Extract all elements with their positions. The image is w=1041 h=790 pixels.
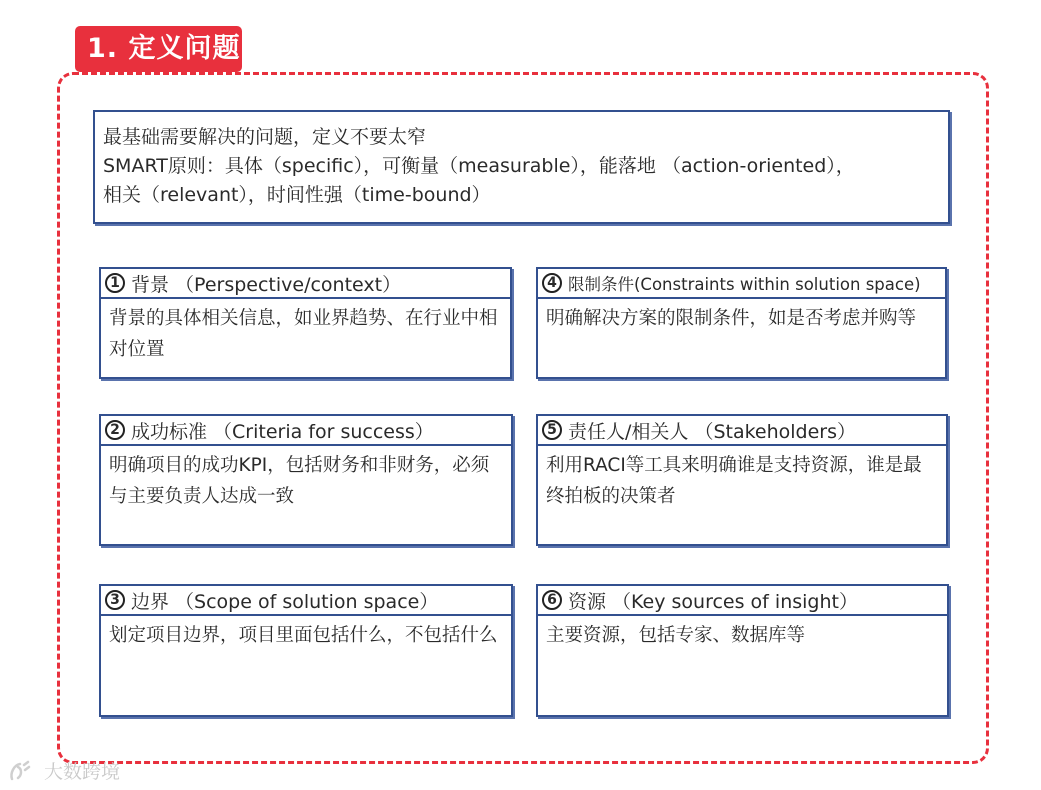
number-badge: 5 [542,420,562,440]
card-constraints [536,267,947,379]
watermark-logo-icon [8,759,40,783]
card-title: 边界 （Scope of solution space） [131,590,439,613]
card-body: 明确解决方案的限制条件，如是否考虑并购等 [546,308,917,329]
section-title: 1. 定义问题 [75,26,242,72]
card-body: 背景的具体相关信息，如业界趋势、在行业中相对位置 [109,308,498,360]
card-header [101,416,511,446]
card-header [101,269,510,299]
number-badge: 4 [542,273,562,293]
intro-line-3: 相关（relevant），时间性强（time-bound） [103,184,491,206]
watermark-text: 大数跨境 [44,761,121,783]
intro-line-2: SMART原则：具体（specific），可衡量（measurable），能落地 （action-oriented）， [103,155,855,177]
intro-box [93,110,950,224]
number-badge: 3 [105,590,125,610]
card-header [538,416,946,446]
card-stakeholders [536,414,948,546]
card-body: 主要资源，包括专家、数据库等 [546,625,806,646]
intro-line-1: 最基础需要解决的问题，定义不要太窄 [103,126,427,148]
card-title: 限制条件(Constraints within solution space) [568,275,921,294]
number-badge: 6 [542,590,562,610]
number-badge: 1 [105,273,125,293]
number-badge: 2 [105,420,125,440]
card-perspective [99,267,512,379]
card-criteria [99,414,513,546]
card-header [101,586,511,616]
card-header [538,586,947,616]
card-body: 划定项目边界，项目里面包括什么，不包括什么 [109,625,498,646]
card-scope [99,584,513,717]
card-title: 背景 （Perspective/context） [131,273,402,296]
watermark [8,757,120,784]
card-body: 利用RACI等工具来明确谁是支持资源，谁是最终拍板的决策者 [546,455,922,507]
card-body: 明确项目的成功KPI，包括财务和非财务，必须与主要负责人达成一致 [109,455,490,507]
card-title: 资源 （Key sources of insight） [568,590,858,613]
card-title: 成功标准 （Criteria for success） [131,420,434,443]
card-title: 责任人/相关人 （Stakeholders） [568,420,857,443]
card-sources [536,584,949,717]
card-header [538,269,945,299]
